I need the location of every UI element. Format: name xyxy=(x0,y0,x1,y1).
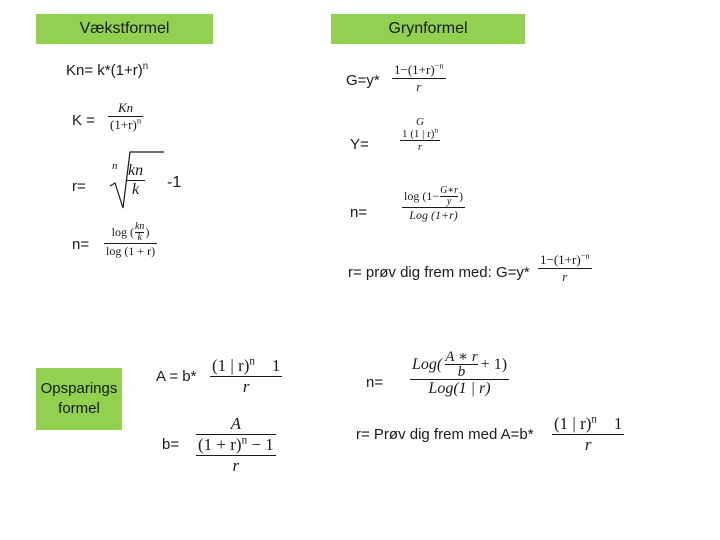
ops-r-den: r xyxy=(584,435,592,454)
gryn-r-text: r= prøv dig frem med: G=y* xyxy=(348,264,530,281)
gryn-r-fraction xyxy=(538,252,592,285)
gryn-g-label: G=y* xyxy=(346,72,380,89)
gryn-y-den-top: 1 (1 | r)$^n$ xyxy=(402,126,439,140)
ops-r-num: (1 | r)$^n$ 1 xyxy=(554,413,623,433)
vaekst-r-root-index: n xyxy=(112,160,118,172)
vaekst-r-den: k xyxy=(132,181,140,198)
gryn-g-den: r xyxy=(416,79,422,94)
gryn-y-den: r xyxy=(417,141,423,153)
vaekst-r-num: kn xyxy=(128,162,144,179)
ops-r-fraction xyxy=(552,414,624,455)
gryn-r-num: $1-(1+r)^{-n}$ xyxy=(540,250,590,267)
gryn-r-den: r xyxy=(562,269,568,284)
ops-n-num: Log( A ∗ r b + 1) xyxy=(412,349,508,380)
ops-a-den: r xyxy=(242,377,250,396)
vaekst-k-label: K = xyxy=(72,112,95,129)
header-opsparingsformel xyxy=(36,368,122,430)
vaekst-r-fraction xyxy=(126,162,145,199)
ops-n-fraction xyxy=(410,350,509,398)
gryn-g-num: $1-(1+r)^{-n}$ xyxy=(394,60,444,77)
vaekst-r-minus-one: -1 xyxy=(167,174,182,191)
vaekst-n-fraction xyxy=(104,222,157,259)
gryn-n-num: log (1− G∗r y ) xyxy=(404,185,464,207)
gryn-y-label: Y= xyxy=(350,136,369,153)
ops-b-den-r: r xyxy=(196,455,276,476)
ops-b-fraction xyxy=(196,414,276,476)
header-vaekstformel-label: Vækstformel xyxy=(79,20,170,37)
ops-r-text: r= Prøv dig frem med A=b* xyxy=(356,426,534,443)
gryn-n-fraction xyxy=(402,186,465,223)
ops-n-label: n= xyxy=(366,374,384,391)
vaekst-k-num: Kn xyxy=(117,100,134,115)
gryn-y-fraction xyxy=(400,116,440,153)
vaekst-k-fraction xyxy=(108,100,143,133)
gryn-g-fraction xyxy=(392,62,446,95)
gryn-n-label: n= xyxy=(350,204,368,221)
header-grynformel xyxy=(331,14,525,44)
vaekst-k-den: $(1+r)^n$ xyxy=(110,115,142,132)
header-vaekstformel xyxy=(36,14,213,44)
ops-b-den: $(1 + r)^n - 1$ xyxy=(198,434,274,454)
gryn-y-num: G xyxy=(416,116,424,128)
gryn-n-den: Log (1+r) xyxy=(409,208,458,222)
ops-n-den: Log(1 | r) xyxy=(428,380,491,397)
vaekst-r-label: r= xyxy=(72,178,86,195)
vaekst-n-den: log (1 + r) xyxy=(106,244,156,258)
vaekst-kn-formula-text: Kn= k*(1+r) xyxy=(66,62,143,79)
ops-b-num: A xyxy=(230,414,242,433)
ops-b-label: b= xyxy=(162,436,180,453)
vaekst-kn-formula xyxy=(66,62,148,79)
ops-a-num: (1 | r)$^n$ 1 xyxy=(212,355,281,375)
vaekst-kn-formula-exp: n xyxy=(142,61,149,72)
header-grynformel-label: Grynformel xyxy=(388,20,468,37)
vaekst-n-num: log ( kn k ) xyxy=(111,221,150,243)
header-opsparingsformel-label: Opsparings formel xyxy=(40,380,118,417)
ops-a-fraction xyxy=(210,356,282,397)
vaekst-n-label: n= xyxy=(72,236,90,253)
ops-a-label: A = b* xyxy=(156,368,197,385)
